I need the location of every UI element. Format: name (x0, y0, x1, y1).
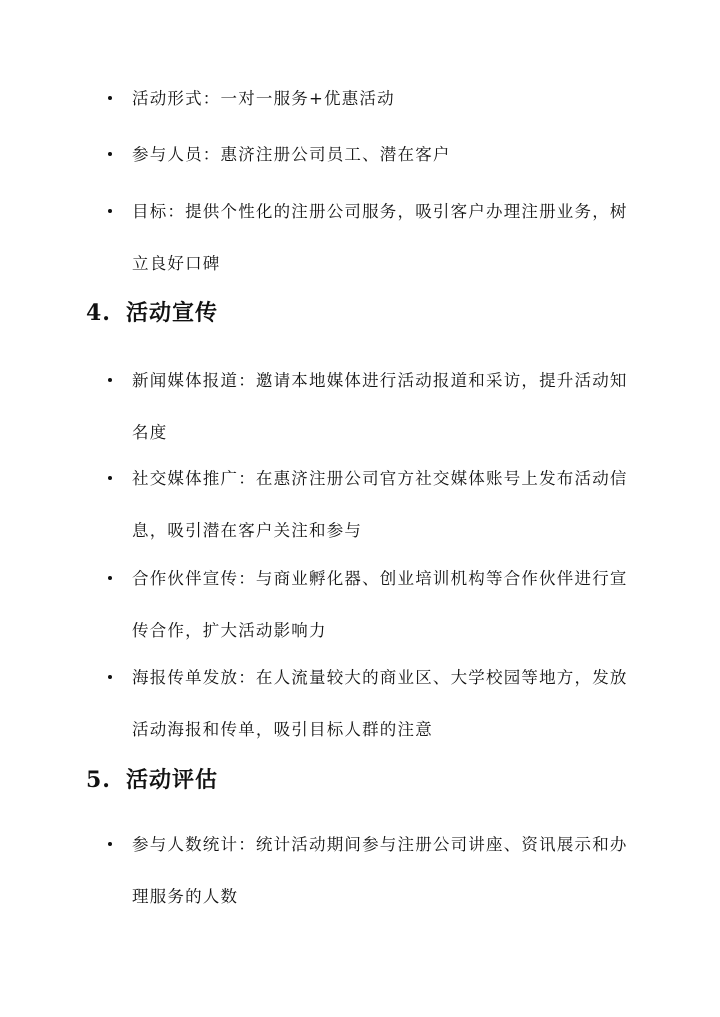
list-item-text: 参与人员：惠济注册公司员工、潜在客户 (132, 145, 451, 164)
list-item-text: 社交媒体推广：在惠济注册公司官方社交媒体账号上发布活动信息，吸引潜在客户关注和参与 (132, 469, 628, 540)
list-item (108, 186, 628, 290)
bullet-icon (108, 209, 112, 213)
list-item (108, 652, 628, 756)
bullet-icon (108, 576, 112, 580)
list-item (108, 453, 628, 557)
bullet-icon (108, 96, 112, 100)
bullet-icon (108, 675, 112, 679)
list-item-text: 海报传单发放：在人流量较大的商业区、大学校园等地方，发放活动海报和传单，吸引目标人群的注意 (132, 668, 628, 739)
bullet-icon (108, 476, 112, 480)
bullet-icon (108, 378, 112, 382)
list-item-text: 新闻媒体报道：邀请本地媒体进行活动报道和采访，提升活动知名度 (132, 371, 628, 442)
list-item-text: 目标：提供个性化的注册公司服务，吸引客户办理注册业务，树立良好口碑 (132, 202, 628, 273)
section-number: 5. (86, 767, 111, 793)
bullet-icon (108, 842, 112, 846)
list-item (108, 819, 628, 923)
list-item-text: 合作伙伴宣传：与商业孵化器、创业培训机构等合作伙伴进行宣传合作，扩大活动影响力 (132, 569, 628, 640)
list-item-text: 参与人数统计：统计活动期间参与注册公司讲座、资讯展示和办理服务的人数 (132, 835, 628, 906)
section-number: 4. (86, 300, 111, 326)
section-heading-5 (86, 765, 218, 795)
list-item-text: 活动形式：一对一服务+优惠活动 (132, 89, 395, 108)
section-title: 活动宣传 (126, 300, 219, 326)
section-heading-4 (86, 298, 218, 328)
list-item (108, 129, 628, 181)
list-item (108, 355, 628, 459)
bullet-icon (108, 152, 112, 156)
list-item (108, 73, 628, 125)
list-item (108, 553, 628, 657)
section-title: 活动评估 (126, 767, 219, 793)
